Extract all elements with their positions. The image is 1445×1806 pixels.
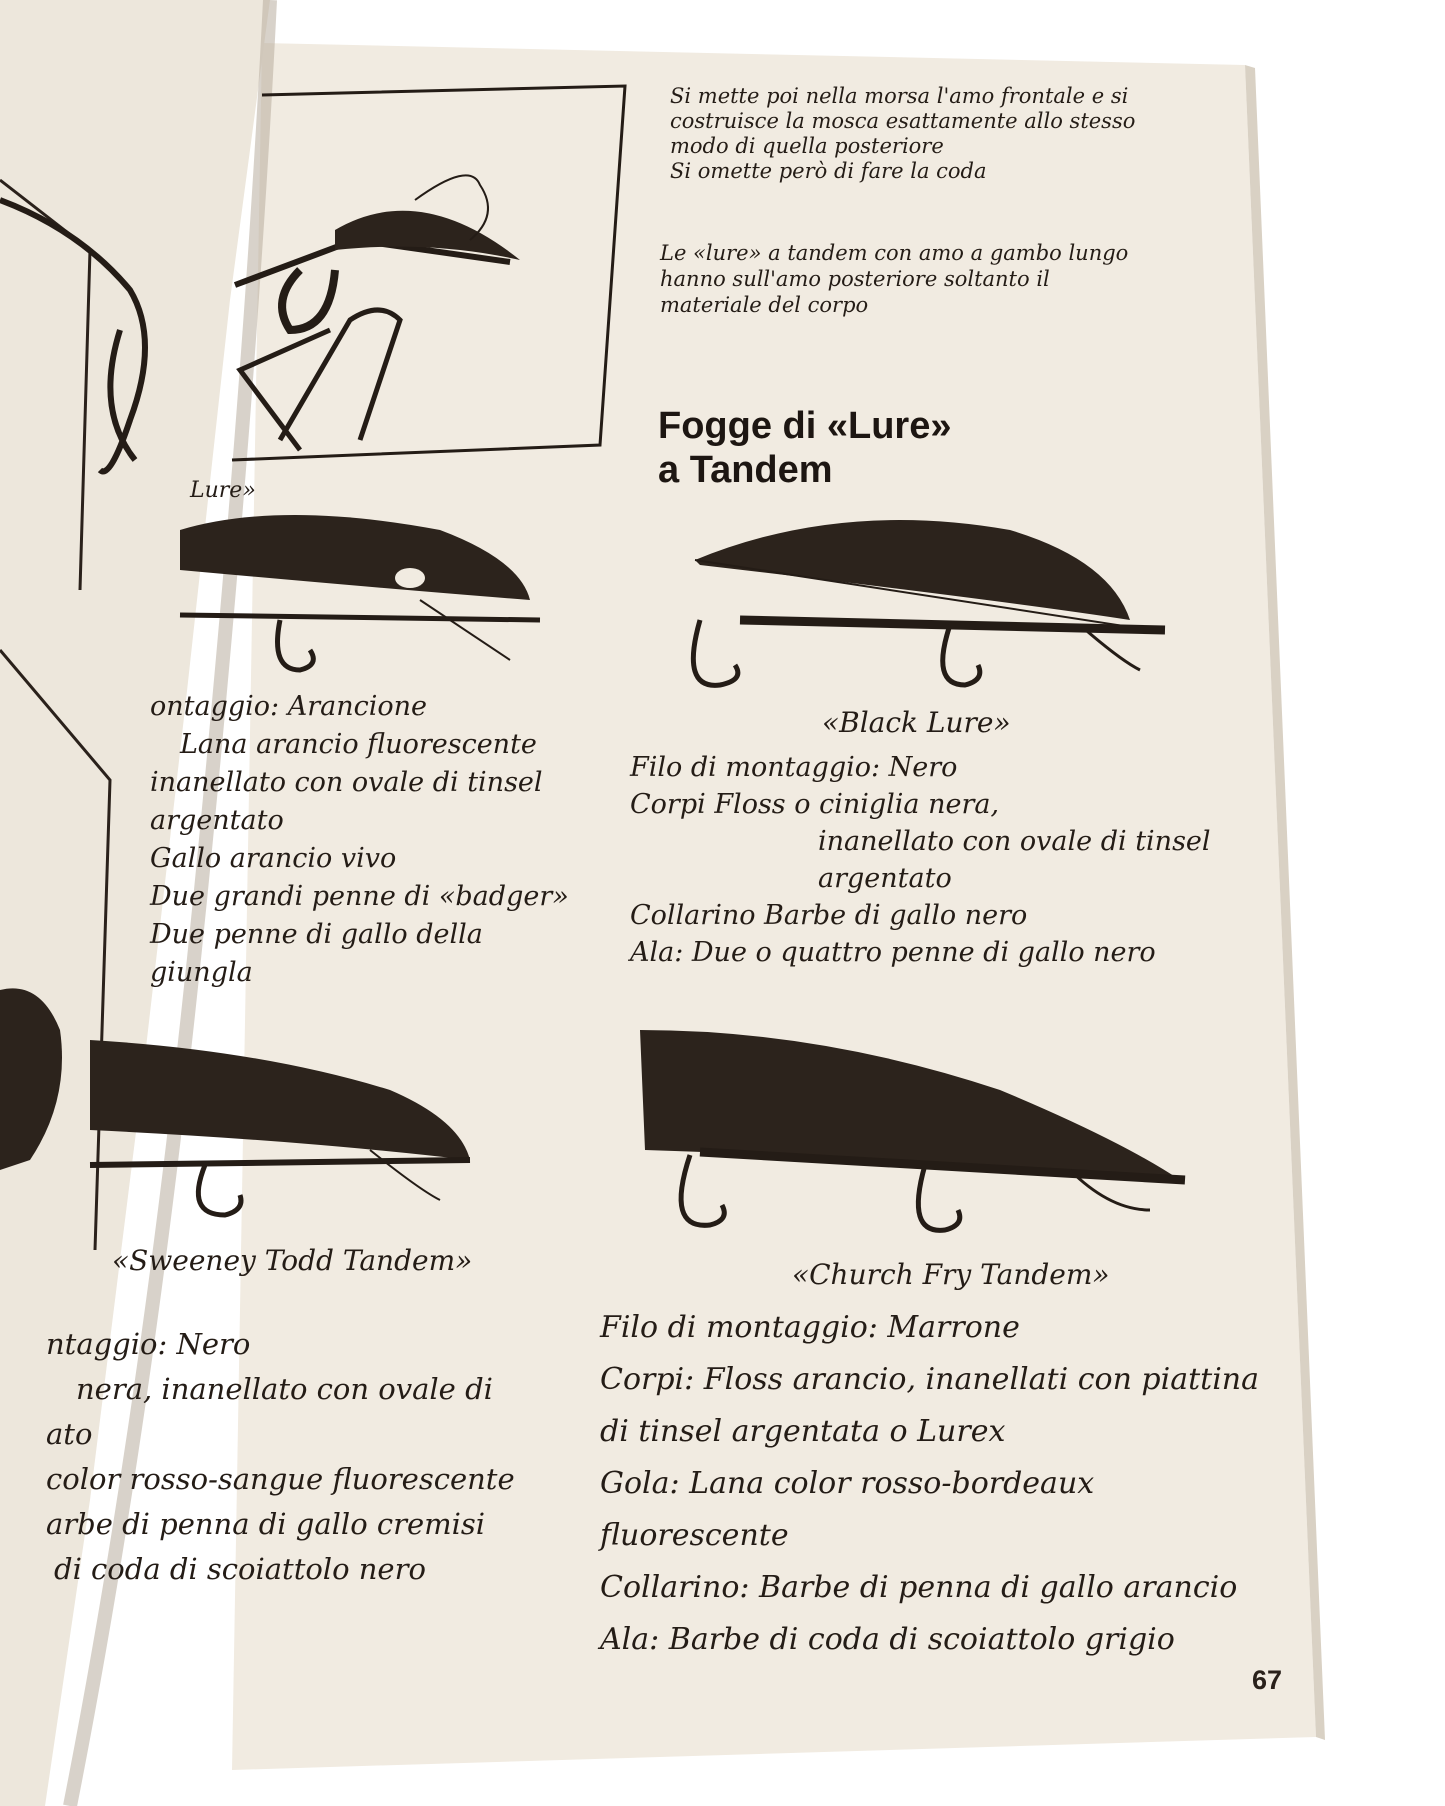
recipe-line: argentato [150,805,284,836]
intro-line: Si omette però di fare la coda [670,159,987,183]
recipe-line: color rosso-sangue fluorescente [46,1462,515,1496]
black-lure-caption: «Black Lure» [822,706,1011,739]
recipe-line: Collarino Barbe di gallo nero [630,900,1028,931]
recipe-line: argentato [818,863,952,894]
sweeney-todd-caption: «Sweeney Todd Tandem» [112,1244,473,1277]
lure-note-paragraph [660,240,1128,318]
recipe-line: ontaggio: Arancione [150,691,428,722]
recipe-line: Lana arancio fluorescente [180,729,537,760]
recipe-line: di tinsel argentata o Lurex [600,1414,1006,1449]
recipe-line: nera, inanellato con ovale di [76,1372,493,1406]
partial-recipe-top [150,688,569,992]
black-lure-recipe [630,749,1211,971]
recipe-line: Filo di montaggio: Nero [630,752,958,783]
recipe-line: Gola: Lana color rosso-bordeaux [600,1466,1095,1501]
recipe-line: Corpi Floss o ciniglia nera, [630,789,1000,820]
lure-note-line: materiale del corpo [660,293,869,317]
intro-line: modo di quella posteriore [670,134,944,158]
recipe-line: Filo di montaggio: Marrone [600,1310,1020,1345]
church-fry-recipe [600,1302,1259,1666]
recipe-line: Due penne di gallo della [150,919,483,950]
lure-note-line: hanno sull'amo posteriore soltanto il [660,267,1050,291]
recipe-line: Corpi: Floss arancio, inanellati con piattina [600,1362,1260,1397]
recipe-line: inanellato con ovale di tinsel [818,826,1211,857]
recipe-line: Gallo arancio vivo [150,843,397,874]
recipe-line: inanellato con ovale di tinsel [150,767,543,798]
heading-line: Fogge di «Lure» [658,405,952,447]
lure-note-line: Le «lure» a tandem con amo a gambo lungo [660,241,1129,265]
recipe-line: arbe di penna di gallo cremisi [46,1507,486,1541]
heading-line: a Tandem [658,449,833,491]
recipe-line: ntaggio: Nero [46,1327,251,1361]
recipe-line: Ala: Barbe di coda di scoiattolo grigio [600,1622,1175,1657]
section-heading [658,404,951,492]
partial-caption-top: Lure» [190,478,256,503]
recipe-line: giungla [150,957,253,988]
recipe-line: fluorescente [600,1518,789,1553]
recipe-line: di coda di scoiattolo nero [54,1552,426,1586]
intro-paragraph [670,84,1135,184]
intro-line: Si mette poi nella morsa l'amo frontale e si [670,84,1129,108]
intro-line: costruisce la mosca esattamente allo stesso [670,109,1136,133]
sweeney-todd-recipe [46,1322,515,1592]
recipe-line: Due grandi penne di «badger» [150,881,569,912]
recipe-line: Ala: Due o quattro penne di gallo nero [630,937,1156,968]
recipe-line: ato [46,1417,93,1451]
recipe-line: Collarino: Barbe di penna di gallo arancio [600,1570,1238,1605]
page-number: 67 [1252,1665,1283,1695]
church-fry-caption: «Church Fry Tandem» [792,1258,1110,1291]
